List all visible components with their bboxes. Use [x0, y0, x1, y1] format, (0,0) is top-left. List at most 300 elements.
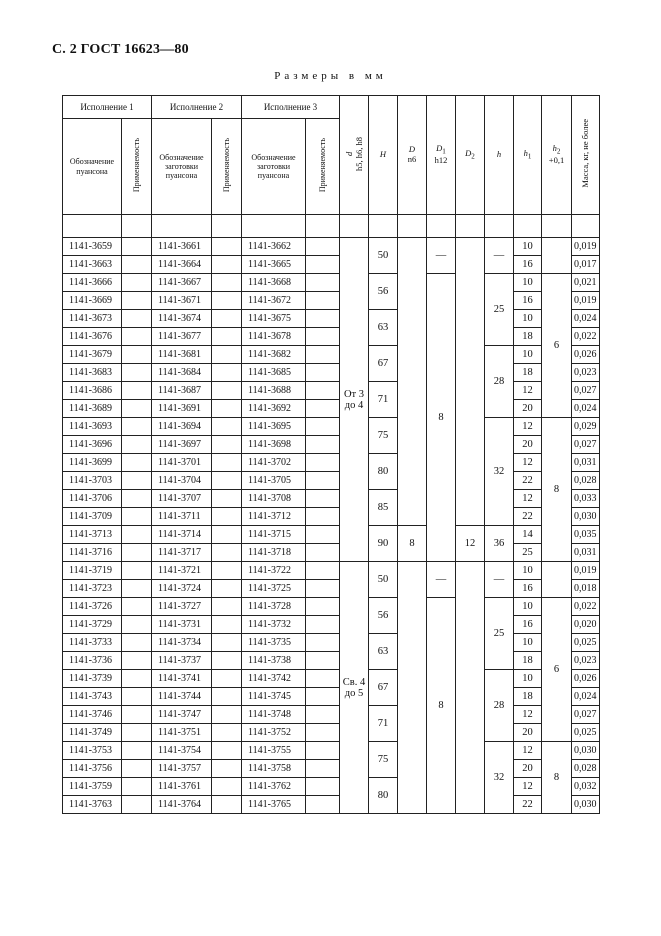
- applicability-1: Применяемость: [122, 119, 152, 215]
- h1-value: 20: [514, 760, 542, 778]
- applicability-2: Применяемость: [212, 119, 242, 215]
- table-row: [63, 310, 600, 328]
- spacer: [340, 215, 369, 238]
- applicability-cell: [306, 652, 340, 670]
- blank-code-2: 1141-3674: [152, 310, 212, 328]
- punch-code: 1141-3739: [63, 670, 122, 688]
- table-row: [63, 742, 600, 760]
- mass-value: 0,025: [572, 724, 600, 742]
- h1-value: 10: [514, 310, 542, 328]
- spacer: [306, 215, 340, 238]
- h2-value: [542, 562, 572, 598]
- table-row: [63, 292, 600, 310]
- punch-code: 1141-3726: [63, 598, 122, 616]
- blank-code-2: 1141-3721: [152, 562, 212, 580]
- punch-code: 1141-3736: [63, 652, 122, 670]
- table-row: [63, 400, 600, 418]
- table-row: [63, 436, 600, 454]
- applicability-cell: [306, 760, 340, 778]
- mass-value: 0,019: [572, 238, 600, 256]
- blank-code-2: 1141-3751: [152, 724, 212, 742]
- blank-code-2: 1141-3741: [152, 670, 212, 688]
- table-row: [63, 616, 600, 634]
- h1-value: 14: [514, 526, 542, 544]
- blank-code-2: 1141-3724: [152, 580, 212, 598]
- D1-value: —: [427, 238, 456, 274]
- blank-code-3: 1141-3758: [242, 760, 306, 778]
- applicability-cell: [306, 706, 340, 724]
- applicability-cell: [122, 238, 152, 256]
- blank-code-2: 1141-3677: [152, 328, 212, 346]
- spacer: [427, 215, 456, 238]
- mass-value: 0,025: [572, 634, 600, 652]
- punch-code: 1141-3709: [63, 508, 122, 526]
- applicability-cell: [306, 274, 340, 292]
- D2-header: $D_2$: [456, 96, 485, 215]
- applicability-cell: [212, 418, 242, 436]
- blank-code-3: 1141-3688: [242, 382, 306, 400]
- D1-value: 8: [427, 274, 456, 562]
- h-value: —: [485, 238, 514, 274]
- applicability-cell: [212, 562, 242, 580]
- H-value: 56: [369, 598, 398, 634]
- blank-code-2: 1141-3694: [152, 418, 212, 436]
- blank-code-3: 1141-3712: [242, 508, 306, 526]
- mass-value: 0,023: [572, 652, 600, 670]
- D2-value: [456, 562, 485, 814]
- mass-value: 0,031: [572, 454, 600, 472]
- h1-value: 16: [514, 256, 542, 274]
- applicability-cell: [306, 508, 340, 526]
- applicability-cell: [122, 436, 152, 454]
- applicability-cell: [212, 526, 242, 544]
- d-value: От 3 до 4: [340, 238, 369, 562]
- applicability-cell: [306, 346, 340, 364]
- h1-value: 12: [514, 490, 542, 508]
- H-value: 90: [369, 526, 398, 562]
- applicability-cell: [306, 364, 340, 382]
- variant2-header: Исполнение 2: [152, 96, 242, 119]
- blank-code-3: 1141-3732: [242, 616, 306, 634]
- table-row: [63, 274, 600, 292]
- punch-code: 1141-3746: [63, 706, 122, 724]
- table-row: [63, 382, 600, 400]
- mass-value: 0,027: [572, 706, 600, 724]
- table-row: [63, 238, 600, 256]
- mass-value: 0,032: [572, 778, 600, 796]
- h1-value: 18: [514, 652, 542, 670]
- table-row: [63, 760, 600, 778]
- h-value: —: [485, 562, 514, 598]
- blank-code-3: 1141-3722: [242, 562, 306, 580]
- spacer: [542, 215, 572, 238]
- applicability-cell: [122, 580, 152, 598]
- h1-value: 18: [514, 688, 542, 706]
- applicability-cell: [306, 328, 340, 346]
- applicability-cell: [306, 436, 340, 454]
- blank-code-3: 1141-3662: [242, 238, 306, 256]
- H-value: 67: [369, 670, 398, 706]
- dimensions-table: [62, 95, 600, 814]
- blank-code-2: 1141-3711: [152, 508, 212, 526]
- applicability-cell: [122, 616, 152, 634]
- h1-value: 18: [514, 328, 542, 346]
- H-value: 75: [369, 742, 398, 778]
- table-row: [63, 634, 600, 652]
- h2-value: 6: [542, 274, 572, 418]
- applicability-cell: [122, 364, 152, 382]
- applicability-cell: [306, 778, 340, 796]
- table-row: [63, 580, 600, 598]
- mass-value: 0,028: [572, 472, 600, 490]
- applicability-cell: [212, 274, 242, 292]
- applicability-cell: [212, 544, 242, 562]
- applicability-cell: [212, 346, 242, 364]
- blank-code-3: 1141-3708: [242, 490, 306, 508]
- table-row: [63, 526, 600, 544]
- h2-value: 8: [542, 418, 572, 562]
- table-row: [63, 688, 600, 706]
- applicability-cell: [122, 724, 152, 742]
- applicability-3: Применяемость: [306, 119, 340, 215]
- applicability-cell: [212, 796, 242, 814]
- punch-code: 1141-3663: [63, 256, 122, 274]
- punch-code: 1141-3723: [63, 580, 122, 598]
- h1-value: 12: [514, 742, 542, 760]
- table-row: [63, 508, 600, 526]
- spacer: [514, 215, 542, 238]
- applicability-cell: [122, 652, 152, 670]
- D2-value: 12: [456, 526, 485, 562]
- applicability-cell: [122, 544, 152, 562]
- applicability-cell: [306, 634, 340, 652]
- spacer: [63, 215, 122, 238]
- blank-code-2: 1141-3664: [152, 256, 212, 274]
- blank-code-3: 1141-3702: [242, 454, 306, 472]
- blank-code-2: 1141-3671: [152, 292, 212, 310]
- blank-code-3: 1141-3742: [242, 670, 306, 688]
- applicability-cell: [306, 256, 340, 274]
- h1-value: 22: [514, 472, 542, 490]
- h-value: 28: [485, 346, 514, 418]
- spacer: [572, 215, 600, 238]
- punch-code: 1141-3676: [63, 328, 122, 346]
- punch-code: 1141-3669: [63, 292, 122, 310]
- h-value: 25: [485, 598, 514, 670]
- blank-code-2: 1141-3727: [152, 598, 212, 616]
- applicability-cell: [122, 688, 152, 706]
- punch-code: 1141-3749: [63, 724, 122, 742]
- mass-value: 0,026: [572, 346, 600, 364]
- applicability-cell: [122, 454, 152, 472]
- applicability-cell: [306, 598, 340, 616]
- H-value: 71: [369, 706, 398, 742]
- applicability-cell: [306, 688, 340, 706]
- punch-code: 1141-3699: [63, 454, 122, 472]
- blank-code-3: 1141-3672: [242, 292, 306, 310]
- applicability-cell: [212, 742, 242, 760]
- h1-value: 10: [514, 274, 542, 292]
- applicability-cell: [212, 256, 242, 274]
- spacer: [398, 215, 427, 238]
- h1-value: 12: [514, 382, 542, 400]
- mass-value: 0,020: [572, 616, 600, 634]
- applicability-cell: [306, 742, 340, 760]
- h1-value: 16: [514, 292, 542, 310]
- blank-code-3: 1141-3698: [242, 436, 306, 454]
- punch-code: 1141-3713: [63, 526, 122, 544]
- spacer: [242, 215, 306, 238]
- applicability-cell: [212, 382, 242, 400]
- spacer: [212, 215, 242, 238]
- h1-value: 22: [514, 796, 542, 814]
- blank-code-2: 1141-3757: [152, 760, 212, 778]
- blank-code-3: 1141-3695: [242, 418, 306, 436]
- mass-value: 0,028: [572, 760, 600, 778]
- applicability-cell: [122, 598, 152, 616]
- mass-value: 0,030: [572, 508, 600, 526]
- applicability-cell: [306, 796, 340, 814]
- table-row: [63, 598, 600, 616]
- applicability-cell: [122, 256, 152, 274]
- table-row: [63, 544, 600, 562]
- spacer: [456, 215, 485, 238]
- h1-value: 22: [514, 508, 542, 526]
- punch-code: 1141-3673: [63, 310, 122, 328]
- blank-code-2: 1141-3704: [152, 472, 212, 490]
- applicability-cell: [212, 508, 242, 526]
- table-row: [63, 796, 600, 814]
- punch-code: 1141-3753: [63, 742, 122, 760]
- table-row: [63, 472, 600, 490]
- applicability-cell: [306, 454, 340, 472]
- blank-code-2: 1141-3681: [152, 346, 212, 364]
- applicability-cell: [122, 634, 152, 652]
- H-value: 50: [369, 238, 398, 274]
- blank-code-2: 1141-3687: [152, 382, 212, 400]
- blank-code-2: 1141-3744: [152, 688, 212, 706]
- spacer: [152, 215, 212, 238]
- blank-code-2: 1141-3734: [152, 634, 212, 652]
- mass-value: 0,027: [572, 436, 600, 454]
- punch-code: 1141-3716: [63, 544, 122, 562]
- punch-code: 1141-3719: [63, 562, 122, 580]
- h-value: 32: [485, 742, 514, 814]
- blank-code-2: 1141-3754: [152, 742, 212, 760]
- mass-header: Масса, кг, не более: [572, 96, 600, 215]
- punch-code: 1141-3756: [63, 760, 122, 778]
- blank-code-2: 1141-3697: [152, 436, 212, 454]
- H-value: 50: [369, 562, 398, 598]
- applicability-cell: [122, 328, 152, 346]
- h1-value: 18: [514, 364, 542, 382]
- applicability-cell: [212, 670, 242, 688]
- applicability-cell: [122, 508, 152, 526]
- punch-code: 1141-3743: [63, 688, 122, 706]
- applicability-cell: [212, 364, 242, 382]
- blank-code-3: 1141-3765: [242, 796, 306, 814]
- applicability-cell: [306, 472, 340, 490]
- applicability-cell: [212, 688, 242, 706]
- D-value: [398, 562, 427, 814]
- D-header: D n6: [398, 96, 427, 215]
- mass-value: 0,024: [572, 400, 600, 418]
- applicability-cell: [122, 400, 152, 418]
- h2-header: $h_2$ +0,1: [542, 96, 572, 215]
- mass-value: 0,019: [572, 292, 600, 310]
- mass-value: 0,017: [572, 256, 600, 274]
- D1-value: —: [427, 562, 456, 598]
- applicability-cell: [306, 580, 340, 598]
- D1-value: 8: [427, 598, 456, 814]
- applicability-cell: [212, 238, 242, 256]
- applicability-cell: [212, 436, 242, 454]
- blank-code-2: 1141-3684: [152, 364, 212, 382]
- applicability-cell: [212, 634, 242, 652]
- blank-code-2: 1141-3761: [152, 778, 212, 796]
- applicability-cell: [122, 382, 152, 400]
- applicability-cell: [122, 796, 152, 814]
- applicability-cell: [306, 724, 340, 742]
- applicability-cell: [122, 310, 152, 328]
- h1-value: 12: [514, 454, 542, 472]
- H-value: 80: [369, 454, 398, 490]
- applicability-cell: [212, 652, 242, 670]
- table-row: [63, 256, 600, 274]
- applicability-cell: [306, 526, 340, 544]
- spacer: [485, 215, 514, 238]
- blank-code-3: 1141-3748: [242, 706, 306, 724]
- applicability-cell: [122, 490, 152, 508]
- H-header: H: [369, 96, 398, 215]
- h1-header: $h_1$: [514, 96, 542, 215]
- blank-code-2: 1141-3667: [152, 274, 212, 292]
- blank-code-2: 1141-3764: [152, 796, 212, 814]
- applicability-cell: [306, 418, 340, 436]
- h1-value: 12: [514, 778, 542, 796]
- punch-code: 1141-3729: [63, 616, 122, 634]
- applicability-cell: [122, 274, 152, 292]
- punch-code: 1141-3679: [63, 346, 122, 364]
- applicability-cell: [306, 562, 340, 580]
- mass-value: 0,030: [572, 742, 600, 760]
- applicability-cell: [122, 346, 152, 364]
- punch-code: 1141-3666: [63, 274, 122, 292]
- punch-code: 1141-3689: [63, 400, 122, 418]
- punch-code: 1141-3683: [63, 364, 122, 382]
- applicability-cell: [212, 472, 242, 490]
- D-value: 8: [398, 526, 427, 562]
- blank-code-3: 1141-3668: [242, 274, 306, 292]
- applicability-cell: [212, 310, 242, 328]
- h1-value: 10: [514, 238, 542, 256]
- variant3-header: Исполнение 3: [242, 96, 340, 119]
- punch-code: 1141-3686: [63, 382, 122, 400]
- mass-value: 0,022: [572, 328, 600, 346]
- mass-value: 0,035: [572, 526, 600, 544]
- applicability-cell: [122, 670, 152, 688]
- blank-code-3: 1141-3762: [242, 778, 306, 796]
- punch-code: 1141-3693: [63, 418, 122, 436]
- blank-code-3: 1141-3755: [242, 742, 306, 760]
- h2-value: 6: [542, 598, 572, 742]
- applicability-cell: [306, 670, 340, 688]
- applicability-cell: [212, 400, 242, 418]
- applicability-cell: [122, 526, 152, 544]
- blank-code-3: 1141-3718: [242, 544, 306, 562]
- H-value: 63: [369, 634, 398, 670]
- blank-code-2: 1141-3691: [152, 400, 212, 418]
- applicability-cell: [212, 724, 242, 742]
- table-row: [63, 778, 600, 796]
- applicability-cell: [212, 580, 242, 598]
- blank-code-2: 1141-3714: [152, 526, 212, 544]
- blank-designation-3: Обозначение заготовки пуансона: [242, 119, 306, 215]
- h1-value: 10: [514, 670, 542, 688]
- D-value: [398, 238, 427, 526]
- blank-code-3: 1141-3715: [242, 526, 306, 544]
- h1-value: 20: [514, 436, 542, 454]
- applicability-cell: [212, 760, 242, 778]
- mass-value: 0,026: [572, 670, 600, 688]
- H-value: 71: [369, 382, 398, 418]
- applicability-cell: [212, 490, 242, 508]
- mass-value: 0,031: [572, 544, 600, 562]
- blank-code-2: 1141-3701: [152, 454, 212, 472]
- mass-value: 0,029: [572, 418, 600, 436]
- punch-code: 1141-3696: [63, 436, 122, 454]
- applicability-cell: [306, 400, 340, 418]
- punch-code: 1141-3733: [63, 634, 122, 652]
- mass-value: 0,018: [572, 580, 600, 598]
- applicability-cell: [212, 706, 242, 724]
- applicability-cell: [122, 706, 152, 724]
- h-value: 25: [485, 274, 514, 346]
- h1-value: 10: [514, 346, 542, 364]
- applicability-cell: [122, 778, 152, 796]
- blank-code-3: 1141-3728: [242, 598, 306, 616]
- blank-code-3: 1141-3675: [242, 310, 306, 328]
- applicability-cell: [212, 598, 242, 616]
- applicability-cell: [212, 454, 242, 472]
- applicability-cell: [306, 490, 340, 508]
- applicability-cell: [212, 328, 242, 346]
- h-value: 36: [485, 526, 514, 562]
- applicability-cell: [306, 292, 340, 310]
- table-row: [63, 418, 600, 436]
- H-value: 56: [369, 274, 398, 310]
- applicability-cell: [212, 778, 242, 796]
- h1-value: 16: [514, 616, 542, 634]
- punch-code: 1141-3703: [63, 472, 122, 490]
- h1-value: 12: [514, 706, 542, 724]
- h-value: 32: [485, 418, 514, 526]
- applicability-cell: [212, 292, 242, 310]
- blank-code-2: 1141-3747: [152, 706, 212, 724]
- punch-code: 1141-3706: [63, 490, 122, 508]
- blank-code-3: 1141-3685: [242, 364, 306, 382]
- applicability-cell: [122, 292, 152, 310]
- mass-value: 0,024: [572, 310, 600, 328]
- blank-code-3: 1141-3692: [242, 400, 306, 418]
- blank-code-3: 1141-3665: [242, 256, 306, 274]
- blank-code-3: 1141-3738: [242, 652, 306, 670]
- blank-code-3: 1141-3725: [242, 580, 306, 598]
- spacer: [122, 215, 152, 238]
- d-header: d h5, h6, h8: [340, 96, 369, 215]
- table-row: [63, 328, 600, 346]
- table-row: [63, 364, 600, 382]
